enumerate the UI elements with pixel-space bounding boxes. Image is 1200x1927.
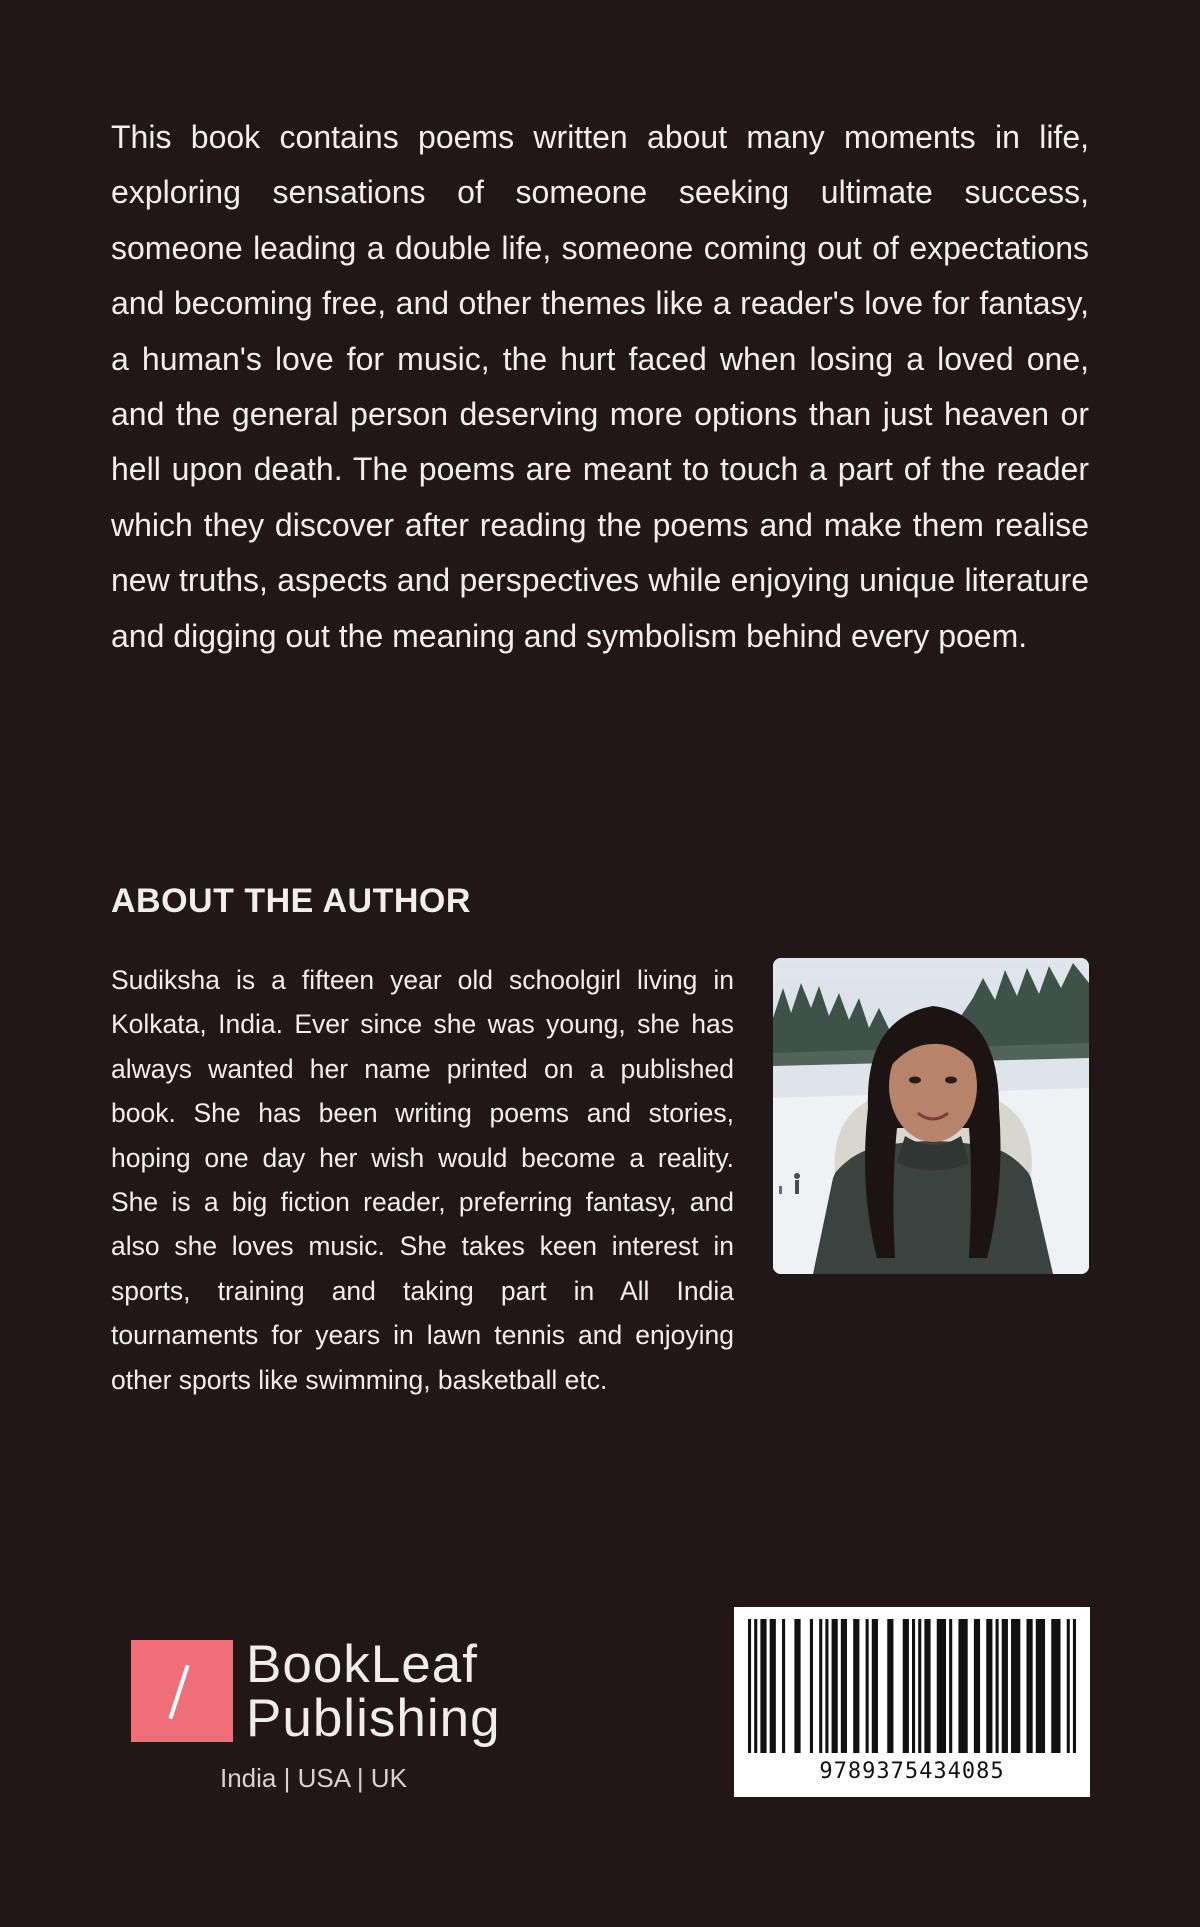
barcode-bar: [819, 1619, 822, 1753]
slash-icon: [168, 1665, 189, 1719]
barcode-bar: [937, 1619, 946, 1753]
barcode-bar: [832, 1619, 838, 1753]
barcode-bar: [887, 1619, 893, 1753]
barcode-bar: [1067, 1619, 1070, 1753]
barcode-bar: [1002, 1619, 1008, 1753]
barcode-bar: [760, 1619, 766, 1753]
author-photo: [773, 958, 1089, 1274]
barcode-bar: [924, 1619, 930, 1753]
publisher-regions: India | USA | UK: [220, 1763, 407, 1793]
book-blurb: This book contains poems written about many moments in life, exploring sensations of someone seeking ultimate success, someone leading a double life, someone coming out of expectations and becoming free, and other themes like a reader's love for fantasy, a human's love for music, the hurt faced when losing a loved one, and the general person deserving more options than just heaven or hell upon death. The poems are meant to touch a part of the reader which they discover after reading the poems and make them realise new truths, aspects and perspectives while enjoying unique literature and digging out the meaning and symbolism behind every poem.: [111, 119, 1089, 654]
barcode-bar: [810, 1619, 813, 1753]
barcode-bar: [918, 1619, 921, 1753]
barcode-bar: [996, 1619, 999, 1753]
barcode-bar: [770, 1619, 776, 1753]
barcode-bar: [872, 1619, 878, 1753]
logo-mark: [131, 1640, 233, 1742]
barcode-bar: [841, 1619, 847, 1753]
isbn-number: 9789375434085: [819, 1759, 1005, 1784]
barcode-bar: [754, 1619, 757, 1753]
barcode-bar: [1011, 1619, 1020, 1753]
barcode-bar: [1036, 1619, 1045, 1753]
barcode-bar: [958, 1619, 967, 1753]
barcode-bars: [748, 1619, 1076, 1753]
barcode-bar: [1026, 1619, 1032, 1753]
barcode-bar: [782, 1619, 785, 1753]
barcode-bar: [903, 1619, 909, 1753]
isbn-barcode: [734, 1607, 1090, 1797]
barcode-bar: [986, 1619, 992, 1753]
barcode-bar: [974, 1619, 980, 1753]
publisher-logo: [131, 1637, 511, 1797]
barcode-bar: [949, 1619, 952, 1753]
publisher-name-line1: BookLeaf: [246, 1635, 478, 1694]
author-bio: Sudiksha is a fifteen year old schoolgirl living in Kolkata, India. Ever since she was young, she has always wanted her name printed on a published book. She has been writing poems and stories, hoping one day her wish would become a reality. She is a big fiction reader, preferring fantasy, and also she loves music. She takes keen interest in sports, training and taking part in All India tournaments for years in lawn tennis and enjoying other sports like swimming, basketball etc.: [111, 965, 734, 1395]
barcode-bar: [1073, 1619, 1076, 1753]
barcode-bar: [794, 1619, 800, 1753]
barcode-bar: [853, 1619, 859, 1753]
barcode-bar: [866, 1619, 869, 1753]
barcode-bar: [912, 1619, 915, 1753]
barcode-bar: [748, 1619, 751, 1753]
barcode-bar: [1051, 1619, 1060, 1753]
about-author-heading: ABOUT THE AUTHOR: [111, 882, 471, 920]
barcode-bar: [825, 1619, 828, 1753]
publisher-name-line2: Publishing: [246, 1689, 501, 1748]
